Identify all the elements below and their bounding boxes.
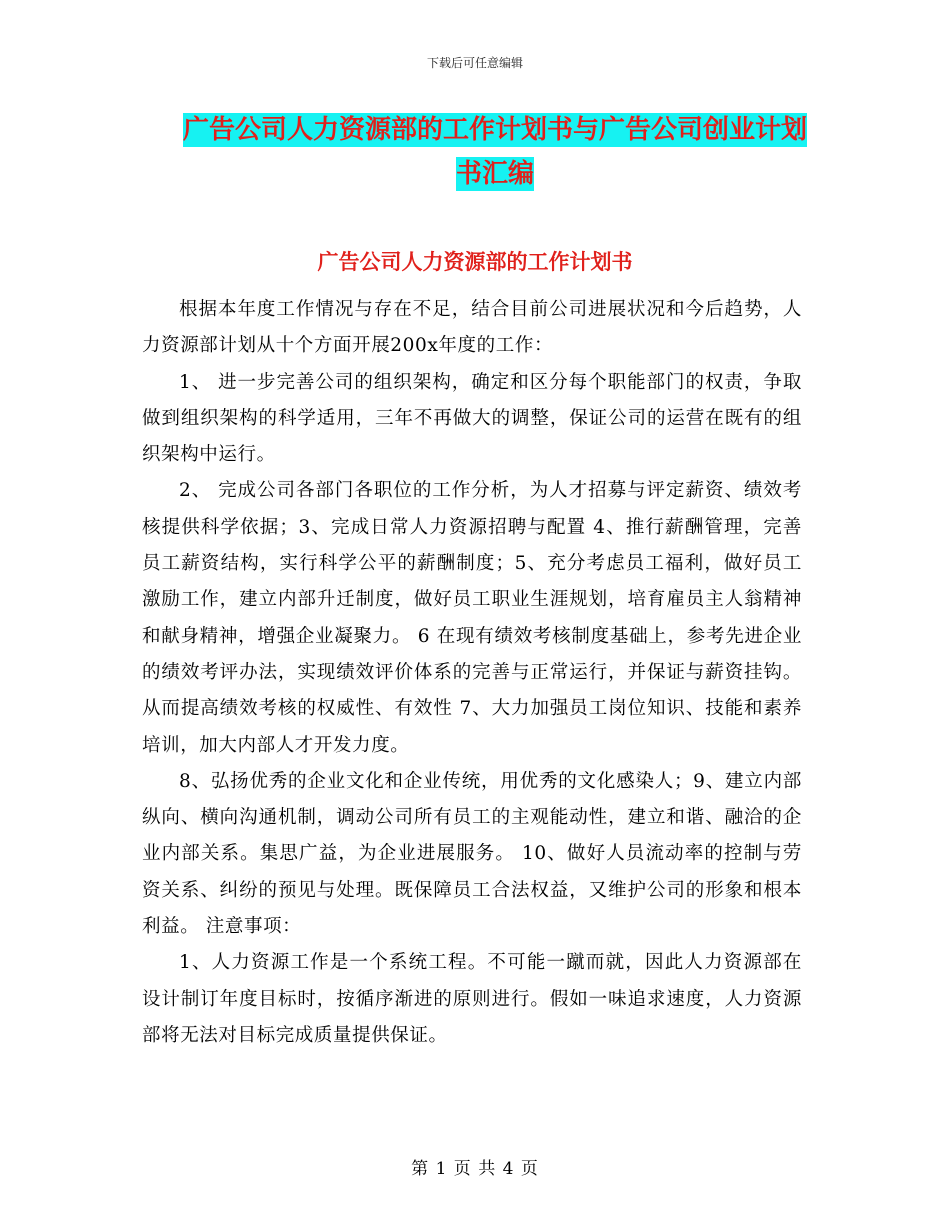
paragraph: 1、人力资源工作是一个系统工程。不可能一蹴而就，因此人力资源部在设计制订年度目标时，按循序渐进的原则进行。假如一味追求速度，人力资源部将无法对目标完成质量提供保证。 — [142, 952, 802, 1046]
document-title-text: 广告公司人力资源部的工作计划书与广告公司创业计划书汇编 — [182, 115, 807, 189]
document-title — [180, 108, 810, 196]
paragraph: 8、弘扬优秀的企业文化和企业传统，用优秀的文化感染人；9、建立内部纵向、横向沟通机制，调动公司所有员工的主观能动性，建立和谐、融洽的企业内部关系。集思广益，为企业进展服务。 10、做好人员流动率的控制与劳资关系、纠纷的预见与处理。既保障员工合法权益，又维护公司的形象和根本利益。 注意事项： — [142, 770, 802, 938]
document-body — [142, 292, 802, 1054]
paragraph: 根据本年度工作情况与存在不足，结合目前公司进展状况和今后趋势，人力资源部计划从十个方面开展200x年度的工作： — [142, 299, 802, 357]
paragraph: 2、 完成公司各部门各职位的工作分析，为人才招募与评定薪资、绩效考核提供科学依据；3、完成日常人力资源招聘与配置 4、推行薪酬管理，完善员工薪资结构，实行科学公平的薪酬制度；5、充分考虑员工福利，做好员工激励工作，建立内部升迁制度，做好员工职业生涯规划，培育雇员主人翁精神和献身精神，增强企业凝聚力。 6 在现有绩效考核制度基础上，参考先进企业的绩效考评办法，实现绩效评价体系的完善与正常运行，并保证与薪资挂钩。从而提高绩效考核的权威性、有效性 7、大力加强员工岗位知识、技能和素养培训，加大内部人才开发力度。 — [142, 480, 802, 756]
paragraph: 1、 进一步完善公司的组织架构，确定和区分每个职能部门的权责，争取做到组织架构的科学适用，三年不再做大的调整，保证公司的运营在既有的组织架构中运行。 — [142, 371, 802, 466]
page-header-note: 下载后可任意编辑 — [426, 56, 523, 70]
page-footer-number: 第 1 页 共 4 页 — [411, 1159, 539, 1179]
section-title: 广告公司人力资源部的工作计划书 — [317, 250, 633, 274]
